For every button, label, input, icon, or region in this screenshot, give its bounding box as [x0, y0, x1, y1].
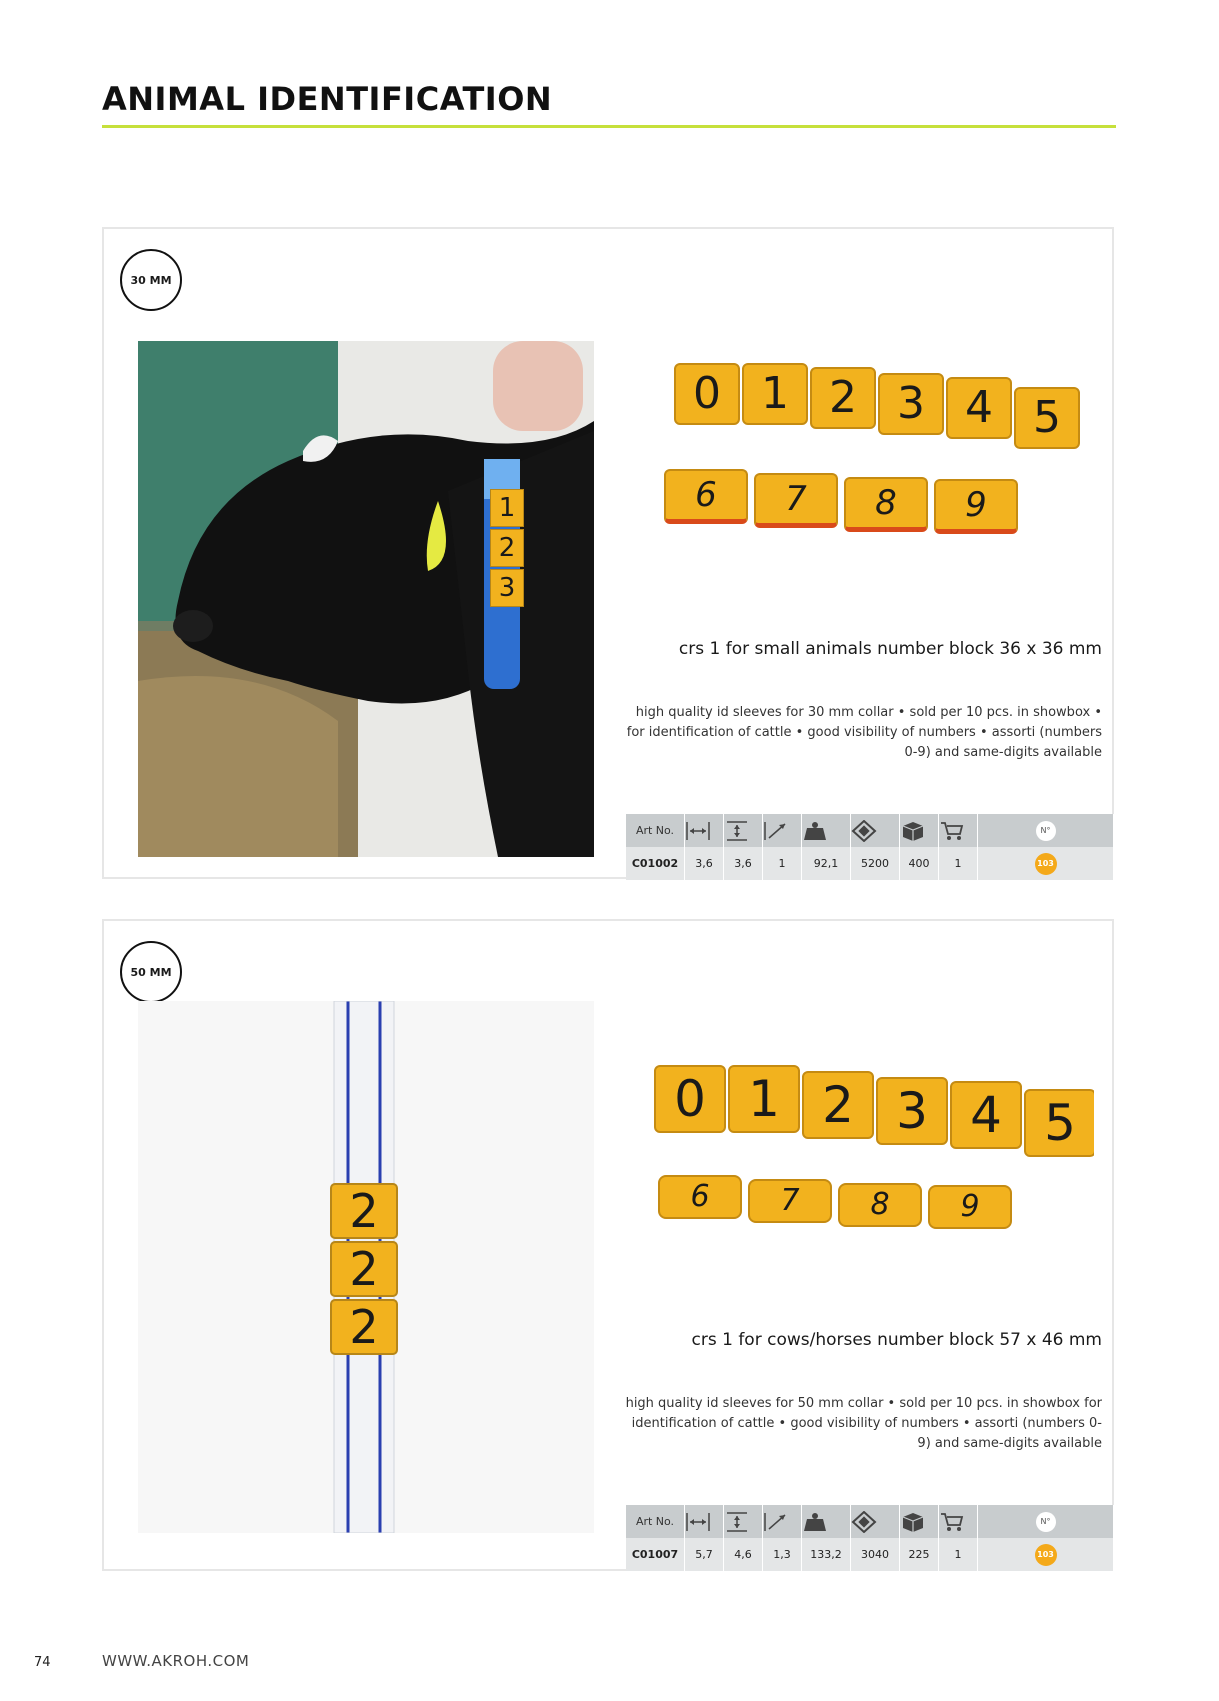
number-block: 6	[658, 1175, 742, 1219]
spec-table	[626, 1505, 1114, 1571]
title-divider	[102, 125, 1116, 128]
order-unit-value: 1	[939, 1538, 978, 1571]
page-title: ANIMAL IDENTIFICATION	[102, 80, 553, 118]
strap-digit: 2	[330, 1183, 398, 1239]
number-block: 9	[928, 1185, 1012, 1229]
number-block: 5	[1014, 387, 1080, 449]
art-no-header: Art No.	[626, 814, 685, 847]
page-ref-badge[interactable]: 103	[1035, 1544, 1057, 1566]
width-icon	[685, 814, 724, 847]
cow-collar-photo	[138, 341, 594, 857]
weight-icon	[802, 814, 851, 847]
cart-icon	[939, 814, 978, 847]
size-badge: 50 MM	[120, 941, 182, 1003]
height-value: 3,6	[724, 847, 763, 880]
order-unit-value: 1	[939, 847, 978, 880]
box-value: 400	[900, 847, 939, 880]
number-block: 1	[728, 1065, 800, 1133]
number-block: 2	[810, 367, 876, 429]
number-block: 9	[934, 479, 1018, 534]
size-badge: 30 MM	[120, 249, 182, 311]
number-block: 3	[878, 373, 944, 435]
no-symbol: N°	[1036, 1512, 1056, 1532]
depth-icon	[763, 814, 802, 847]
number-block: 8	[838, 1183, 922, 1227]
collar-digit: 2	[490, 529, 524, 567]
collar-digit: 1	[490, 489, 524, 527]
ref-header	[978, 814, 1114, 847]
no-symbol: N°	[1036, 821, 1056, 841]
collar-number-stack	[490, 489, 524, 607]
product-description: high quality id sleeves for 50 mm collar • sold per 10 pcs. in showbox for identification of cattle • good visibility of numbers • assorti (numbers 0-9) and same-digits available	[625, 1396, 1102, 1451]
ref-header	[978, 1505, 1114, 1538]
number-block: 0	[674, 363, 740, 425]
width-icon	[685, 1505, 724, 1538]
strap-digit: 2	[330, 1241, 398, 1297]
product-card-50mm	[102, 919, 1114, 1571]
number-block: 3	[876, 1077, 948, 1145]
product-title: crs 1 for small animals number block 36 x 36 mm	[678, 639, 1102, 659]
box-icon	[900, 814, 939, 847]
number-block: 6	[664, 469, 748, 524]
art-number: C01007	[626, 1538, 685, 1571]
strap-number-stack	[330, 1183, 398, 1355]
strap-digit: 2	[330, 1299, 398, 1355]
box-icon	[900, 1505, 939, 1538]
weight-value: 92,1	[802, 847, 851, 880]
page-number: 74	[34, 1655, 51, 1670]
pallet-value: 3040	[851, 1538, 900, 1571]
footer-url-link[interactable]: WWW.AKROH.COM	[102, 1652, 250, 1670]
page-ref-badge[interactable]: 103	[1035, 853, 1057, 875]
depth-icon	[763, 1505, 802, 1538]
pallet-icon	[851, 814, 900, 847]
spec-table	[626, 814, 1114, 880]
number-block: 0	[654, 1065, 726, 1133]
product-title: crs 1 for cows/horses number block 57 x 46 mm	[691, 1330, 1102, 1350]
number-block: 1	[742, 363, 808, 425]
strap-photo	[138, 1001, 594, 1533]
depth-value: 1,3	[763, 1538, 802, 1571]
number-block: 4	[946, 377, 1012, 439]
number-blocks-photo	[634, 1023, 1094, 1273]
number-block: 4	[950, 1081, 1022, 1149]
number-block: 8	[844, 477, 928, 532]
weight-value: 133,2	[802, 1538, 851, 1571]
pallet-icon	[851, 1505, 900, 1538]
height-icon	[724, 1505, 763, 1538]
width-value: 3,6	[685, 847, 724, 880]
number-block: 2	[802, 1071, 874, 1139]
art-no-header: Art No.	[626, 1505, 685, 1538]
number-block: 7	[748, 1179, 832, 1223]
box-value: 225	[900, 1538, 939, 1571]
weight-icon	[802, 1505, 851, 1538]
height-value: 4,6	[724, 1538, 763, 1571]
product-card-30mm	[102, 227, 1114, 879]
number-block: 7	[754, 473, 838, 528]
number-blocks-photo	[634, 341, 1094, 561]
width-value: 5,7	[685, 1538, 724, 1571]
collar-digit: 3	[490, 569, 524, 607]
pallet-value: 5200	[851, 847, 900, 880]
product-description: high quality id sleeves for 30 mm collar • sold per 10 pcs. in showbox • for identification of cattle • good visibility of numbers • assorti (numbers 0-9) and same-digits available	[626, 705, 1102, 760]
number-block: 5	[1024, 1089, 1094, 1157]
cart-icon	[939, 1505, 978, 1538]
art-number: C01002	[626, 847, 685, 880]
height-icon	[724, 814, 763, 847]
depth-value: 1	[763, 847, 802, 880]
